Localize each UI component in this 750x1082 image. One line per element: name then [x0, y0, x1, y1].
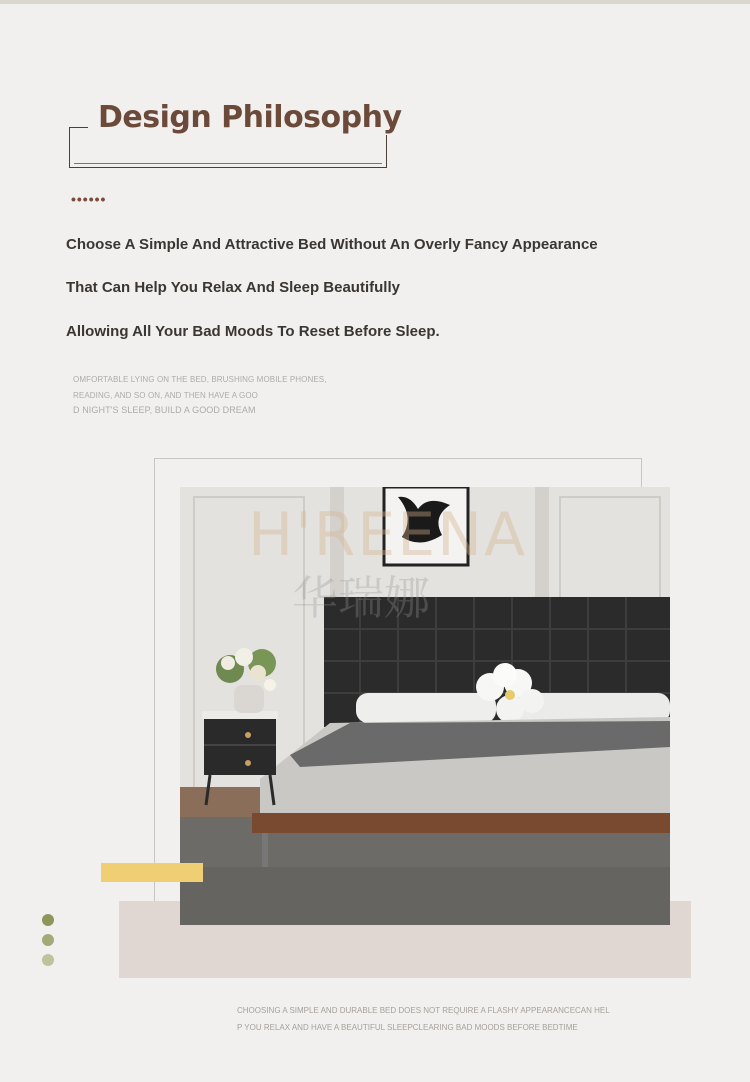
accent-bar — [101, 863, 203, 882]
title-underline — [74, 163, 382, 164]
footer-caption-1: CHOOSING A SIMPLE AND DURABLE BED DOES NOT REQUIRE A FLASHY APPEARANCECAN HEL — [237, 1006, 610, 1015]
decor-dot-3 — [42, 954, 54, 966]
small-caption-2: READING, AND SO ON, AND THEN HAVE A GOO — [73, 391, 258, 400]
page-title: Design Philosophy — [88, 100, 412, 135]
body-line-3: Allowing All Your Bad Moods To Reset Before Sleep. — [66, 323, 440, 340]
brand-watermark-en: H'REENA — [248, 500, 528, 570]
footer-caption-2: P YOU RELAX AND HAVE A BEAUTIFUL SLEEPCLEARING BAD MOODS BEFORE BEDTIME — [237, 1023, 578, 1032]
brand-watermark-cn: 华瑞娜 — [292, 571, 430, 625]
small-caption-3: D NIGHT'S SLEEP, BUILD A GOOD DREAM — [73, 405, 256, 415]
decor-dot-2 — [42, 934, 54, 946]
decor-dot-1 — [42, 914, 54, 926]
body-line-1: Choose A Simple And Attractive Bed Without An Overly Fancy Appearance — [66, 236, 598, 253]
small-caption-1: OMFORTABLE LYING ON THE BED, BRUSHING MOBILE PHONES, — [73, 375, 327, 384]
body-line-2: That Can Help You Relax And Sleep Beautifully — [66, 279, 400, 296]
top-divider — [0, 0, 750, 4]
dotted-divider: •••••• — [71, 191, 107, 207]
